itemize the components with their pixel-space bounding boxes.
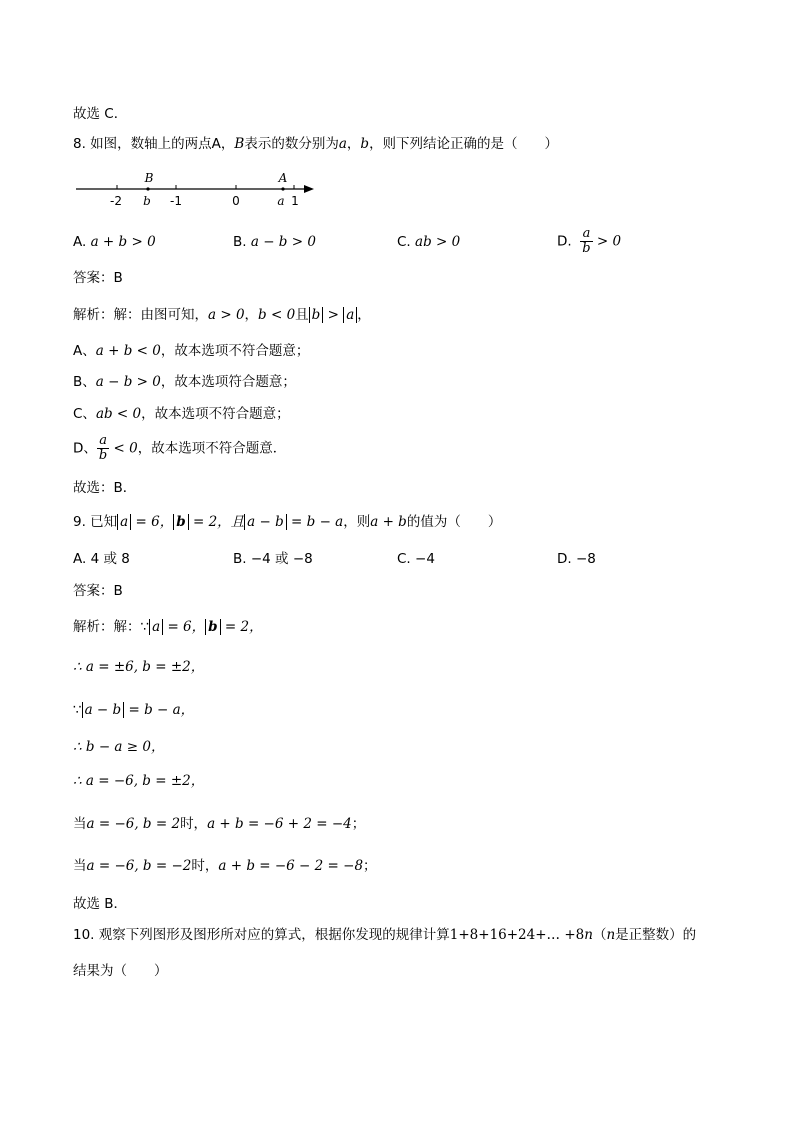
point-value-b: b (143, 194, 151, 208)
question-10-stem-cont: 结果为（ ） (73, 963, 168, 979)
q9-option-d: D. −8 (557, 551, 596, 567)
q8-line-c: C、ab < 0，故本选项不符合题意； (73, 406, 290, 422)
tick-label-neg1: -1 (170, 194, 182, 208)
q8-option-b: B. a − b > 0 (233, 234, 316, 250)
q9-option-c: C. −4 (397, 551, 435, 567)
q8-analysis: 解析：解：由图可知，a > 0，b < 0且 b > a ， (73, 307, 371, 323)
tick-label-neg2: -2 (110, 194, 122, 208)
fraction-a-over-b: $\frac{a}{b}$ (98, 433, 108, 463)
q9-step-1: ∴ a = ±6, b = ±2， (73, 659, 205, 675)
number-line-diagram (70, 166, 330, 212)
q8-line-d: D、 $\frac{a}{b}$ < 0，故本选项不符合题意． (73, 433, 287, 463)
fraction-a-over-b: $\frac{a}{b}$ (582, 226, 591, 256)
question-9-stem: 9. 已知 a = 6， b = 2，且 a − b = b − a，则a + b的值为（ ） (73, 514, 502, 530)
number-line-arrow (304, 185, 314, 193)
point-value-a: a (277, 194, 285, 208)
point-a-dot (281, 187, 284, 190)
question-8-stem: 8. 如图，数轴上的两点A，B表示的数分别为a，b，则下列结论正确的是（ ） (73, 136, 559, 152)
q8-option-c: C. ab > 0 (397, 234, 461, 250)
q8-option-a: A. a + b > 0 (73, 234, 156, 250)
q8-line-a: A、a + b < 0，故本选项不符合题意； (73, 343, 310, 359)
q8-option-d: D. $\frac{a}{b}$ > 0 (557, 226, 622, 256)
question-10-stem: 10. 观察下列图形及图形所对应的算式，根据你发现的规律计算1+8+16+24+… +8n（n是正整数）的 (73, 927, 697, 943)
q9-step-3: ∴ b − a ≥ 0， (73, 739, 165, 755)
q8-answer: 答案：B (73, 270, 123, 286)
q9-option-b: B. −4 或 −8 (233, 551, 313, 567)
q9-step-4: ∴ a = −6, b = ±2， (73, 773, 205, 789)
point-label-b: B (144, 171, 154, 185)
q9-analysis: 解析：解：∵ a = 6， b = 2， (73, 619, 263, 635)
q9-option-a: A. 4 或 8 (73, 551, 130, 567)
tick-label-1: 1 (291, 194, 299, 208)
q8-final: 故选：B． (73, 480, 137, 496)
q9-step-6: 当a = −6, b = −2时，a + b = −6 − 2 = −8； (73, 858, 377, 874)
q9-step-5: 当a = −6, b = 2时，a + b = −6 + 2 = −4； (73, 816, 366, 832)
point-label-a: A (278, 171, 288, 185)
q9-final: 故选 B． (73, 896, 128, 912)
q9-answer: 答案：B (73, 583, 123, 599)
previous-answer: 故选 C． (73, 106, 128, 122)
point-b-dot (146, 187, 149, 190)
q9-step-2: ∵ a − b = b − a， (73, 702, 195, 718)
q8-line-b: B、a − b > 0，故本选项符合题意； (73, 374, 296, 390)
tick-label-0: 0 (232, 194, 240, 208)
